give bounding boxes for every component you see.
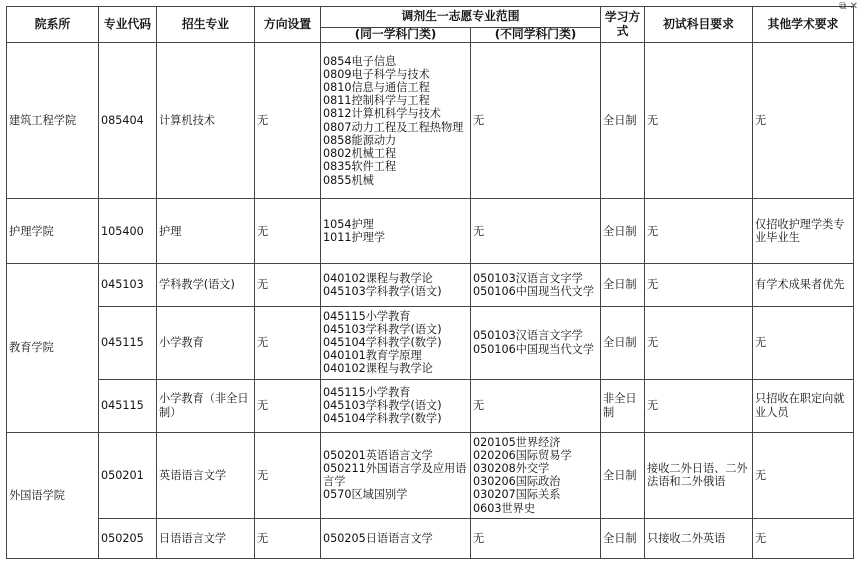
list-item: 1011护理学: [323, 231, 386, 245]
list-item: 050201英语语言文学: [323, 448, 433, 462]
other-cell: 无: [753, 43, 854, 199]
mode-cell: 全日制: [601, 432, 645, 518]
same-category-cell: [321, 43, 471, 199]
list-item: 0807动力工程及工程热物理: [323, 120, 464, 134]
major-cell: 计算机技术: [157, 43, 255, 199]
direction-cell: 无: [255, 264, 321, 306]
dept-cell: 护理学院: [7, 199, 99, 264]
list-item: 0802机械工程: [323, 147, 397, 161]
exam-cell: 无: [645, 306, 753, 379]
header-mode: 学习方式: [601, 7, 645, 43]
same-category-cell: [321, 432, 471, 518]
table-row: [7, 518, 854, 558]
diff-category-cell: 无: [471, 379, 601, 432]
list-item: 050103汉语言文字学: [473, 271, 583, 285]
major-cell: 日语语言文学: [157, 518, 255, 558]
same-category-cell: [321, 306, 471, 379]
list-item: 0855机械: [323, 173, 374, 187]
list-item: 020105世界经济: [473, 435, 561, 449]
list-item: 0835软件工程: [323, 160, 397, 174]
list-item: 030207国际关系: [473, 488, 561, 502]
code-cell: 045103: [99, 264, 157, 306]
same-category-cell: [321, 379, 471, 432]
diff-category-cell: [471, 432, 601, 518]
table-row: [7, 199, 854, 264]
header-exam: 初试科目要求: [645, 7, 753, 43]
list-item: 020206国际贸易学: [473, 448, 572, 462]
list-item: 0570区域国别学: [323, 488, 408, 502]
major-cell: 小学教育: [157, 306, 255, 379]
code-cell: 105400: [99, 199, 157, 264]
mode-cell: 非全日制: [601, 379, 645, 432]
header-same: (同一学科门类): [321, 28, 471, 43]
list-item: 050211外国语言学及应用语言学: [323, 462, 467, 489]
other-cell: 有学术成果者优先: [753, 264, 854, 306]
table-row: [7, 306, 854, 379]
same-category-cell: [321, 264, 471, 306]
exam-cell: 无: [645, 264, 753, 306]
direction-cell: 无: [255, 306, 321, 379]
dept-cell: 外国语学院: [7, 432, 99, 558]
list-item: 030208外交学: [473, 462, 550, 476]
list-item: 050103汉语言文字学: [473, 329, 583, 343]
list-item: 0812计算机科学与技术: [323, 107, 441, 121]
list-item: 045115小学教育: [323, 309, 411, 323]
other-cell: 无: [753, 306, 854, 379]
list-item: 045103学科教学(语文): [323, 284, 442, 298]
other-cell: 只招收在职定向就业人员: [753, 379, 854, 432]
list-item: 045115小学教育: [323, 385, 411, 399]
list-item: 030206国际政治: [473, 475, 561, 489]
diff-category-cell: [471, 264, 601, 306]
direction-cell: 无: [255, 518, 321, 558]
list-item: 1054护理: [323, 218, 374, 232]
list-item: 0809电子科学与技术: [323, 67, 430, 81]
major-cell: 学科教学(语文): [157, 264, 255, 306]
list-item: 040102课程与教学论: [323, 271, 433, 285]
exam-cell: 无: [645, 379, 753, 432]
direction-cell: 无: [255, 432, 321, 518]
code-cell: 045115: [99, 306, 157, 379]
direction-cell: 无: [255, 199, 321, 264]
header-major: 招生专业: [157, 7, 255, 43]
dept-cell: 教育学院: [7, 264, 99, 432]
dept-cell: 建筑工程学院: [7, 43, 99, 199]
other-cell: 无: [753, 518, 854, 558]
header-other: 其他学术要求: [753, 7, 854, 43]
mode-cell: 全日制: [601, 264, 645, 306]
header-adjust: 调剂生一志愿专业范围: [321, 7, 601, 28]
list-item: 045104学科教学(数学): [323, 335, 442, 349]
code-cell: 085404: [99, 43, 157, 199]
list-item: 045103学科教学(语文): [323, 399, 442, 413]
list-item: 040102课程与教学论: [323, 362, 433, 376]
table-row: [7, 379, 854, 432]
list-item: 0810信息与通信工程: [323, 81, 430, 95]
list-item: 0811控制科学与工程: [323, 94, 430, 108]
list-item: 050106中国现当代文学: [473, 284, 595, 298]
header-direction: 方向设置: [255, 7, 321, 43]
code-cell: 050201: [99, 432, 157, 518]
diff-category-cell: 无: [471, 43, 601, 199]
list-item: 040101教育学原理: [323, 349, 422, 363]
diff-category-cell: 无: [471, 199, 601, 264]
window-controls-icon[interactable]: ⧉ ✕: [839, 1, 858, 12]
list-item: 045104学科教学(数学): [323, 412, 442, 426]
list-item: 050106中国现当代文学: [473, 342, 595, 356]
direction-cell: 无: [255, 43, 321, 199]
header-dept: 院系所: [7, 7, 99, 43]
same-category-cell: 050205日语语言文学: [321, 518, 471, 558]
mode-cell: 全日制: [601, 518, 645, 558]
exam-cell: 接收二外日语、二外法语和二外俄语: [645, 432, 753, 518]
other-cell: 无: [753, 432, 854, 518]
other-cell: 仅招收护理学类专业毕业生: [753, 199, 854, 264]
diff-category-cell: [471, 306, 601, 379]
diff-category-cell: 无: [471, 518, 601, 558]
major-cell: 护理: [157, 199, 255, 264]
admission-table: [6, 6, 854, 559]
list-item: 0603世界史: [473, 501, 536, 515]
exam-cell: 无: [645, 199, 753, 264]
mode-cell: 全日制: [601, 306, 645, 379]
same-category-cell: [321, 199, 471, 264]
mode-cell: 全日制: [601, 199, 645, 264]
table-row: [7, 264, 854, 306]
code-cell: 050205: [99, 518, 157, 558]
mode-cell: 全日制: [601, 43, 645, 199]
list-item: 0854电子信息: [323, 54, 397, 68]
exam-cell: 只接收二外英语: [645, 518, 753, 558]
exam-cell: 无: [645, 43, 753, 199]
header-diff: (不同学科门类): [471, 28, 601, 43]
table-row: [7, 432, 854, 518]
major-cell: 小学教育（非全日制）: [157, 379, 255, 432]
table-row: [7, 43, 854, 199]
list-item: 045103学科教学(语文): [323, 322, 442, 336]
major-cell: 英语语言文学: [157, 432, 255, 518]
code-cell: 045115: [99, 379, 157, 432]
list-item: 0858能源动力: [323, 133, 397, 147]
header-code: 专业代码: [99, 7, 157, 43]
direction-cell: 无: [255, 379, 321, 432]
